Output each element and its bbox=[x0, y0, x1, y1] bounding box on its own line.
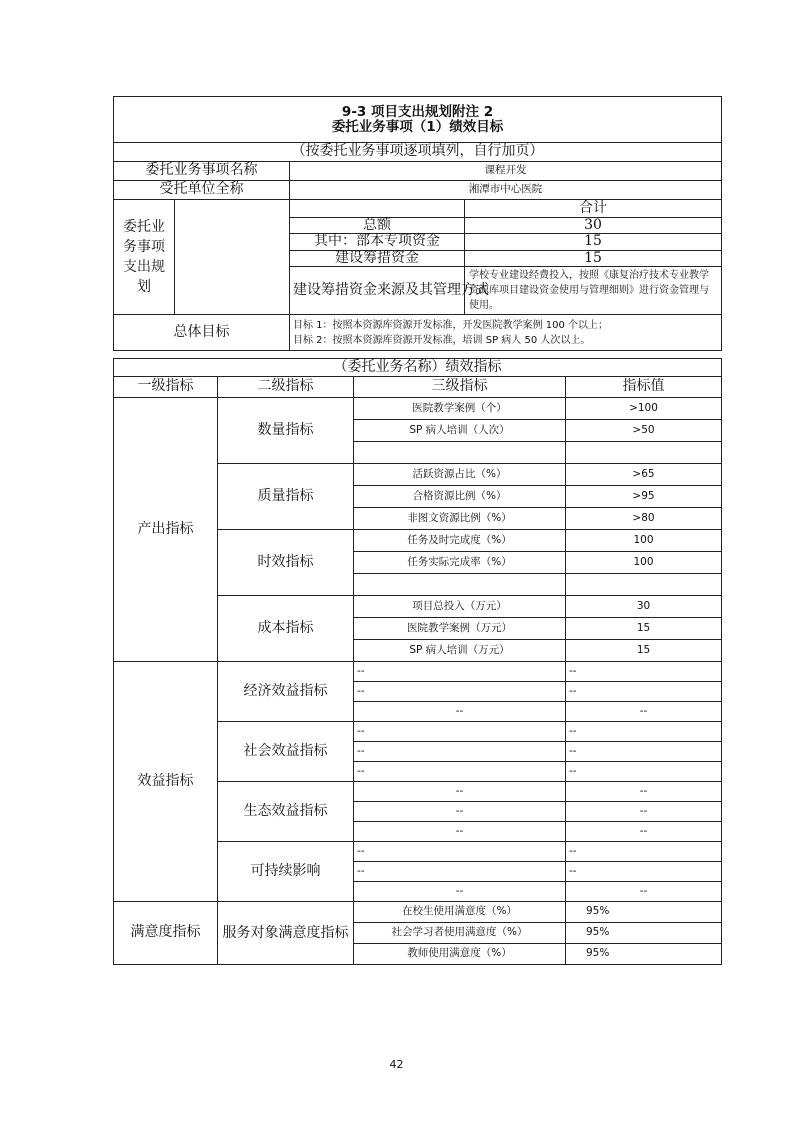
title-line-2: 委托业务事项（1）绩效目标 bbox=[331, 118, 504, 135]
page-number: 42 bbox=[389, 1058, 404, 1071]
indicator-value: 95% bbox=[566, 944, 722, 965]
indicator-value: -- bbox=[566, 702, 722, 722]
plan-row-label: 总额 bbox=[290, 218, 465, 234]
indicator-value: -- bbox=[566, 742, 722, 762]
social-label: 社会效益指标 bbox=[218, 722, 354, 782]
satisfaction-label: 满意度指标 bbox=[114, 902, 218, 965]
indicator-name: -- bbox=[354, 702, 566, 722]
indicator-name: -- bbox=[354, 882, 566, 902]
item-name-label: 委托业务事项名称 bbox=[114, 162, 290, 181]
header-table bbox=[113, 96, 722, 351]
sustainability-label: 可持续影响 bbox=[218, 842, 354, 902]
indicator-value: -- bbox=[566, 862, 722, 882]
indicator-name: -- bbox=[354, 722, 566, 742]
plan-row-value: 15 bbox=[465, 234, 722, 250]
indicator-value: 30 bbox=[566, 596, 722, 618]
plan-total-header: 合计 bbox=[465, 200, 722, 218]
indicator-name: 任务及时完成度（%） bbox=[354, 530, 566, 552]
indicator-name: 医院教学案例（万元） bbox=[354, 618, 566, 640]
col-header-level2: 二级指标 bbox=[218, 377, 354, 398]
indicator-name: 非图文资源比例（%） bbox=[354, 508, 566, 530]
indicator-value: -- bbox=[566, 782, 722, 802]
source-label: 建设筹措资金来源及其管理方式 bbox=[290, 267, 465, 315]
indicator-value: 95% bbox=[566, 923, 722, 944]
output-label: 产出指标 bbox=[114, 398, 218, 662]
quality-label: 质量指标 bbox=[218, 464, 354, 530]
economic-label: 经济效益指标 bbox=[218, 662, 354, 722]
overall-goal-1: 目标 1：按照本资源库资源开发标准，开发医院教学案例 100 个以上； bbox=[293, 319, 608, 331]
indicator-value: -- bbox=[566, 822, 722, 842]
indicator-name: 社会学习者使用满意度（%） bbox=[354, 923, 566, 944]
unit-label: 受托单位全称 bbox=[114, 181, 290, 200]
indicator-value: -- bbox=[566, 762, 722, 782]
indicator-value: -- bbox=[566, 662, 722, 682]
service-satisfaction-label: 服务对象满意度指标 bbox=[218, 902, 354, 965]
indicator-name: 任务实际完成率（%） bbox=[354, 552, 566, 574]
indicator-value: -- bbox=[566, 842, 722, 862]
plan-row-value: 15 bbox=[465, 250, 722, 266]
subtitle: （按委托业务事项逐项填列，自行加页） bbox=[114, 143, 722, 162]
plan-gap bbox=[175, 200, 290, 315]
indicator-name: 合格资源比例（%） bbox=[354, 486, 566, 508]
indicator-name: -- bbox=[354, 682, 566, 702]
indicator-name: -- bbox=[354, 822, 566, 842]
indicator-name: SP 病人培训（万元） bbox=[354, 640, 566, 662]
indicator-value: -- bbox=[566, 802, 722, 822]
indicator-name: -- bbox=[354, 762, 566, 782]
indicator-name: -- bbox=[354, 862, 566, 882]
indicator-name: -- bbox=[354, 742, 566, 762]
indicator-value: >65 bbox=[566, 464, 722, 486]
indicator-name bbox=[354, 574, 566, 596]
plan-label: 委托业务事项支出规划 bbox=[114, 200, 175, 315]
plan-row-label: 建设筹措资金 bbox=[290, 250, 465, 266]
indicator-name: 教师使用满意度（%） bbox=[354, 944, 566, 965]
quantity-label: 数量指标 bbox=[218, 398, 354, 464]
plan-row-value: 30 bbox=[465, 218, 722, 234]
indicator-value: 95% bbox=[566, 902, 722, 923]
col-header-level1: 一级指标 bbox=[114, 377, 218, 398]
title-cell bbox=[114, 97, 722, 143]
indicator-name: -- bbox=[354, 802, 566, 822]
indicator-value bbox=[566, 442, 722, 464]
indicator-value bbox=[566, 574, 722, 596]
plan-row-label: 其中：部本专项资金 bbox=[290, 234, 465, 250]
timeliness-label: 时效指标 bbox=[218, 530, 354, 596]
benefit-label: 效益指标 bbox=[114, 662, 218, 902]
indicator-value: 15 bbox=[566, 640, 722, 662]
plan-blank bbox=[290, 200, 465, 218]
indicator-value: >80 bbox=[566, 508, 722, 530]
indicator-value: >50 bbox=[566, 420, 722, 442]
indicator-value: -- bbox=[566, 722, 722, 742]
indicator-name: 活跃资源占比（%） bbox=[354, 464, 566, 486]
ecological-label: 生态效益指标 bbox=[218, 782, 354, 842]
performance-table bbox=[113, 358, 722, 965]
overall-label: 总体目标 bbox=[114, 315, 290, 351]
indicator-name: SP 病人培训（人次） bbox=[354, 420, 566, 442]
indicator-name bbox=[354, 442, 566, 464]
col-header-level3: 三级指标 bbox=[354, 377, 566, 398]
indicator-value: 15 bbox=[566, 618, 722, 640]
col-header-value: 指标值 bbox=[566, 377, 722, 398]
cost-label: 成本指标 bbox=[218, 596, 354, 662]
overall-goal-2: 目标 2：按照本资源库资源开发标准，培训 SP 病人 50 人次以上。 bbox=[293, 334, 591, 346]
perf-section-title: （委托业务名称）绩效指标 bbox=[114, 359, 722, 377]
indicator-value: -- bbox=[566, 882, 722, 902]
indicator-name: -- bbox=[354, 782, 566, 802]
indicator-value: >100 bbox=[566, 398, 722, 420]
indicator-name: -- bbox=[354, 662, 566, 682]
indicator-name: 项目总投入（万元） bbox=[354, 596, 566, 618]
unit-value: 湘潭市中心医院 bbox=[290, 181, 722, 200]
indicator-value: 100 bbox=[566, 552, 722, 574]
item-name-value: 课程开发 bbox=[290, 162, 722, 181]
indicator-value: 100 bbox=[566, 530, 722, 552]
indicator-name: -- bbox=[354, 842, 566, 862]
indicator-value: >95 bbox=[566, 486, 722, 508]
source-value: 学校专业建设经费投入，按照《康复治疗技术专业教学资源库项目建设资金使用与管理细则》进行资金管理与使用。 bbox=[465, 267, 722, 315]
overall-goals bbox=[290, 315, 722, 351]
indicator-value: -- bbox=[566, 682, 722, 702]
indicator-name: 在校生使用满意度（%） bbox=[354, 902, 566, 923]
indicator-name: 医院教学案例（个） bbox=[354, 398, 566, 420]
title-line-1: 9-3 项目支出规划附注 2 bbox=[341, 103, 494, 120]
